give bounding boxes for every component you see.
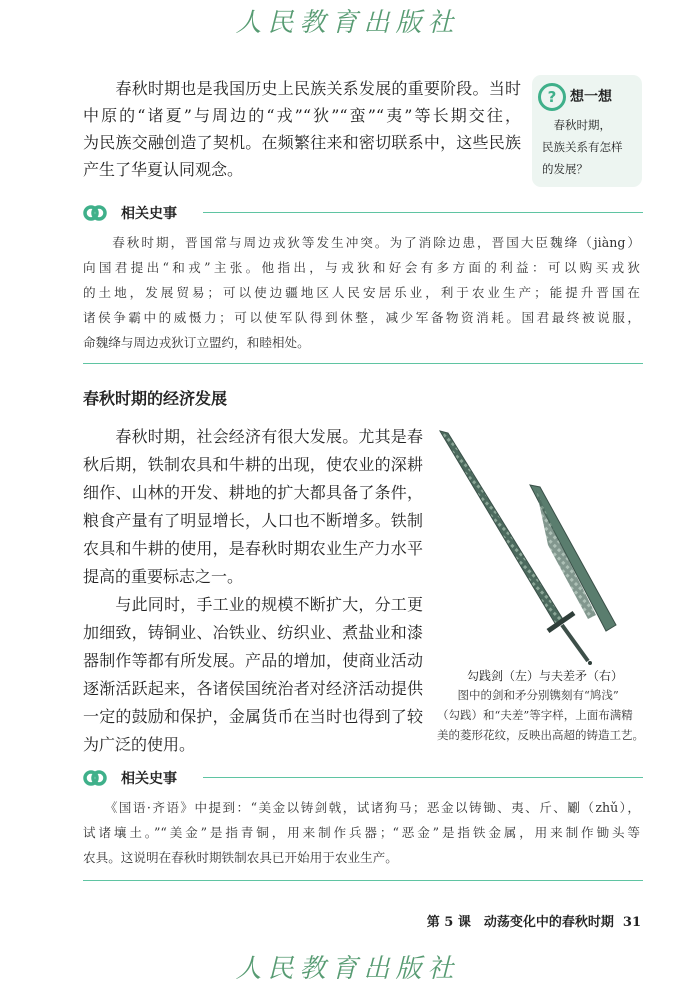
sword-and-spear-photo: [436, 425, 648, 665]
spear: [530, 485, 616, 631]
text-line: 秋后期，铁制农具和牛耕的出现，使农业的深耕: [83, 455, 423, 474]
text-line: 与此同时，手工业的规模不断扩大，分工更: [83, 595, 423, 614]
linked-rings-icon: [83, 766, 107, 790]
text-line: 试诸壤土。”“美金”是指青铜，用来制作兵器；“恶金”是指铁金属，用来制作锄头等: [83, 825, 640, 840]
section-divider: [83, 880, 643, 881]
text-line: 产生了华夏认同观念。: [83, 160, 244, 179]
caption-line: （勾践）和“夫差”等字样，上面布满精: [437, 708, 633, 722]
related-history-title: 相关史事: [121, 206, 177, 222]
publisher-watermark-bottom: 人民教育出版社: [235, 954, 460, 984]
question-bubble-icon: ?: [538, 83, 566, 111]
text-line: 为民族交融创造了契机。在频繁往来和密切联系中，这些民族: [83, 133, 521, 152]
section-divider: [83, 363, 643, 364]
page-footer: [427, 911, 641, 930]
related-history-header: [83, 766, 643, 790]
text-line: 加细致，铸铜业、冶铁业、纺织业、煮盐业和漆: [83, 623, 423, 642]
text-line: 中原的“诸夏”与周边的“戎”“狄”“蛮”“夷”等长期交往，: [83, 106, 521, 125]
section-title: 春秋时期的经济发展: [83, 389, 228, 408]
text-line: 农具。这说明在春秋时期铁制农具已开始用于农业生产。: [83, 850, 398, 865]
page-number: 31: [622, 915, 641, 930]
think-text: 民族关系有怎样: [542, 140, 623, 154]
text-line: 逐渐活跃起来，各诸侯国统治者对经济活动提供: [83, 679, 423, 698]
text-line: 春秋时期也是我国历史上民族关系发展的重要阶段。当时: [83, 79, 521, 98]
text-line: 一定的鼓励和保护，金属货币在当时也得到了较: [83, 707, 423, 726]
text-line: 向国君提出“和戎”主张。他指出，与戎狄和好会有多方面的利益：可以购买戎狄: [83, 260, 640, 275]
text-line: 为广泛的使用。: [83, 735, 196, 754]
caption-line: 图中的剑和矛分别镌刻有“鸠浅”: [446, 688, 619, 702]
text-line: 细作、山林的开发、耕地的扩大都具备了条件，: [83, 483, 423, 502]
think-text: 的发展？: [542, 162, 588, 176]
text-line: 器制作等都有所发展。产品的增加，使商业活动: [83, 651, 423, 670]
caption-line: 美的菱形花纹，反映出高超的铸造工艺。: [437, 728, 644, 742]
text-line: 粮食产量有了明显增长，人口也不断增多。铁制: [83, 511, 423, 530]
figure-title: 勾践剑（左）与夫差矛（右）: [467, 669, 624, 683]
header-rule: [203, 777, 643, 778]
think-text: 春秋时期，: [542, 118, 611, 132]
text-line: 的土地，发展贸易；可以使边疆地区人民安居乐业，利于农业生产；能提升晋国在: [83, 285, 640, 300]
text-line: 春秋时期，社会经济有很大发展。尤其是春: [83, 427, 423, 446]
lesson-title: 第 5 课 动荡变化中的春秋时期: [426, 915, 614, 930]
publisher-watermark-top: 人民教育出版社: [235, 8, 460, 38]
related-history-title: 相关史事: [121, 771, 177, 787]
text-line: 诸侯争霸中的威慑力；可以使军队得到休整，减少军备物资消耗。国君最终被说服，: [83, 310, 640, 325]
text-line: 农具和牛耕的使用，是春秋时期农业生产力水平: [83, 539, 423, 558]
related-history-header: [83, 201, 643, 225]
text-line: 《国语·齐语》中提到：“美金以铸剑戟，试诸狗马；恶金以铸锄、夷、斤、劚（zhǔ），: [83, 800, 640, 815]
linked-rings-icon: [83, 201, 107, 225]
text-line: 命魏绛与周边戎狄订立盟约，和睦相处。: [83, 335, 310, 350]
text-line: 春秋时期，晋国常与周边戎狄等发生冲突。为了消除边患，晋国大臣魏绛（jiàng）: [83, 235, 640, 250]
think-box: [532, 75, 642, 187]
text-line: 提高的重要标志之一。: [83, 567, 244, 586]
header-rule: [203, 212, 643, 213]
think-title: 想一想: [570, 89, 612, 105]
